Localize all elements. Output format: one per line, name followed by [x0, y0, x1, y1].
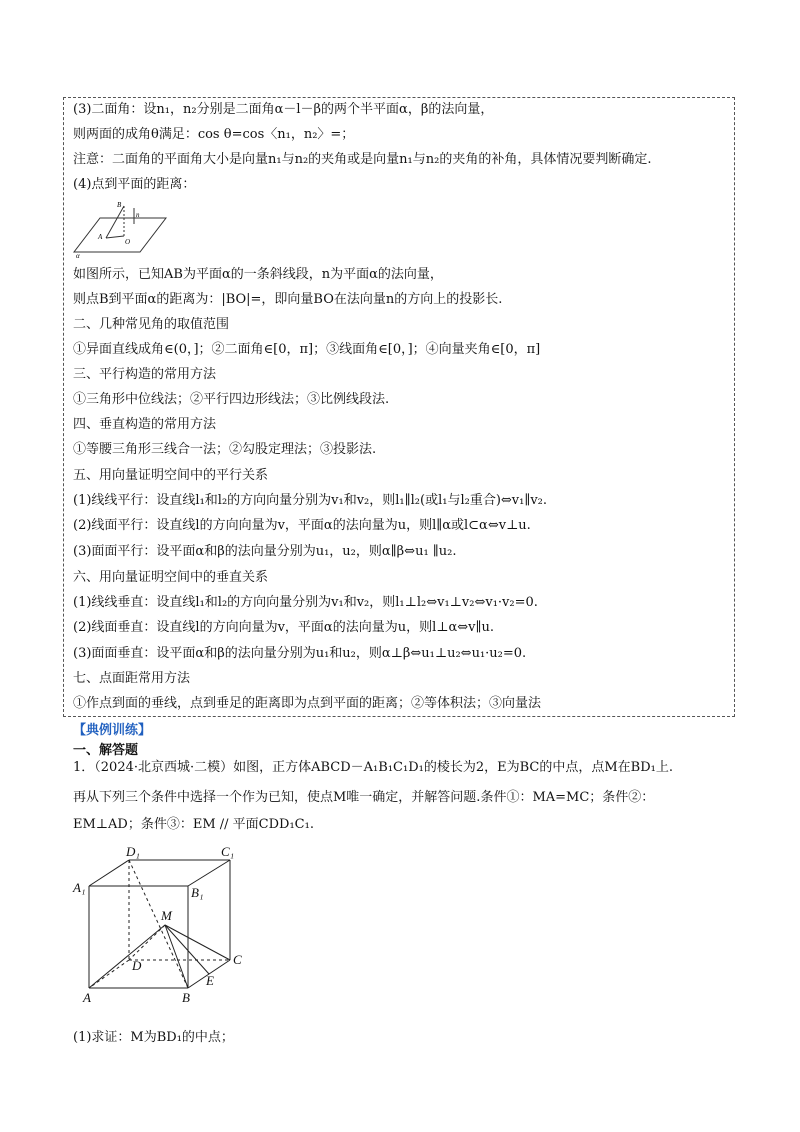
- cube-label-D1: D₁: [126, 844, 140, 859]
- problem-line: EM⊥AD；条件③：EM // 平面CDD₁C₁.: [73, 817, 314, 832]
- cube-label-C1: C₁: [221, 844, 235, 859]
- box-line: 则点B到平面α的距离为：|BO|=，即向量BO在法向量n的方向上的投影长.: [73, 292, 503, 307]
- box-line: (2)线面垂直：设直线l的方向向量为v，平面α的法向量为u，则l⊥α⇔v∥u.: [73, 620, 494, 635]
- box-line: 六、用向量证明空间中的垂直关系: [73, 570, 269, 585]
- box-line: 如图所示，已知AB为平面α的一条斜线段，n为平面α的法向量，: [73, 267, 443, 282]
- box-line: 注意：二面角的平面角大小是向量n₁与n₂的夹角或是向量n₁与n₂的夹角的补角，具体情况要判断确定.: [73, 152, 652, 167]
- cube-label-C: C: [233, 952, 242, 967]
- problem-line: 1．（2024·北京西城·二模）如图，正方体ABCD－A₁B₁C₁D₁的棱长为2，E为BC的中点，点M在BD₁上.: [73, 760, 673, 775]
- box-line: 则两面的成角θ满足：cos θ=cos〈n₁，n₂〉=；: [73, 127, 355, 142]
- cube-label-E: E: [206, 973, 214, 988]
- box-line: (3)面面垂直：设平面α和β的法向量分别为u₁和u₂，则α⊥β⇔u₁⊥u₂⇔u₁·u₂=0.: [73, 646, 527, 661]
- box-line: 二、几种常见角的取值范围: [73, 317, 230, 332]
- box-line: (1)线线平行：设直线l₁和l₂的方向向量分别为v₁和v₂，则l₁∥l₂(或l₁与l₂重合)⇔v₁∥v₂.: [73, 493, 548, 508]
- cube-label-M: M: [161, 908, 172, 923]
- box-line: 四、垂直构造的常用方法: [73, 417, 217, 432]
- cube-label-B: B: [182, 990, 190, 1005]
- fig-label-alpha: α: [76, 252, 80, 260]
- box-line: 七、点面距常用方法: [73, 671, 191, 686]
- cube-figure: [72, 840, 252, 1005]
- section-header: 【典例训练】: [73, 723, 152, 738]
- box-line: (1)线线垂直：设直线l₁和l₂的方向向量分别为v₁和v₂，则l₁⊥l₂⇔v₁⊥v₂⇔v₁·v₂=0.: [73, 595, 538, 610]
- fig-label-O: O: [125, 238, 131, 246]
- cube-label-A: A: [83, 990, 91, 1005]
- box-line: (3)二面角：设n₁，n₂分别是二面角α－l－β的两个半平面α，β的法向量，: [73, 102, 494, 117]
- problem-line: 再从下列三个条件中选择一个作为已知，使点M唯一确定，并解答问题.条件①：MA=MC；条件②：: [73, 790, 655, 805]
- plane-distance-figure: [72, 198, 168, 260]
- cube-label-B1: B₁: [191, 885, 204, 900]
- question-line: (1)求证：M为BD₁的中点；: [73, 1030, 234, 1045]
- cube-label-A1: A₁: [73, 880, 86, 895]
- box-line: (4)点到平面的距离：: [73, 177, 196, 192]
- sub-header: 一、解答题: [73, 743, 139, 758]
- box-line: 五、用向量证明空间中的平行关系: [73, 468, 269, 483]
- box-line: 三、平行构造的常用方法: [73, 367, 217, 382]
- box-line: ①三角形中位线法；②平行四边形线法；③比例线段法.: [73, 392, 390, 407]
- box-line: ①等腰三角形三线合一法；②勾股定理法；③投影法.: [73, 442, 377, 457]
- fig-label-n: n: [136, 211, 140, 219]
- box-line: (3)面面平行：设平面α和β的法向量分别为u₁，u₂，则α∥β⇔u₁ ∥u₂.: [73, 544, 457, 559]
- fig-label-B: B: [117, 201, 122, 209]
- box-line: (2)线面平行：设直线l的方向向量为v，平面α的法向量为u，则l∥α或l⊂α⇔v⊥u.: [73, 518, 531, 533]
- box-line: ①异面直线成角∈(0，]；②二面角∈[0，π]；③线面角∈[0，]；④向量夹角∈[0，π]: [73, 342, 541, 357]
- box-line: ①作点到面的垂线，点到垂足的距离即为点到平面的距离；②等体积法；③向量法: [73, 696, 542, 711]
- cube-label-D: D: [132, 958, 142, 973]
- fig-label-A: A: [98, 233, 103, 241]
